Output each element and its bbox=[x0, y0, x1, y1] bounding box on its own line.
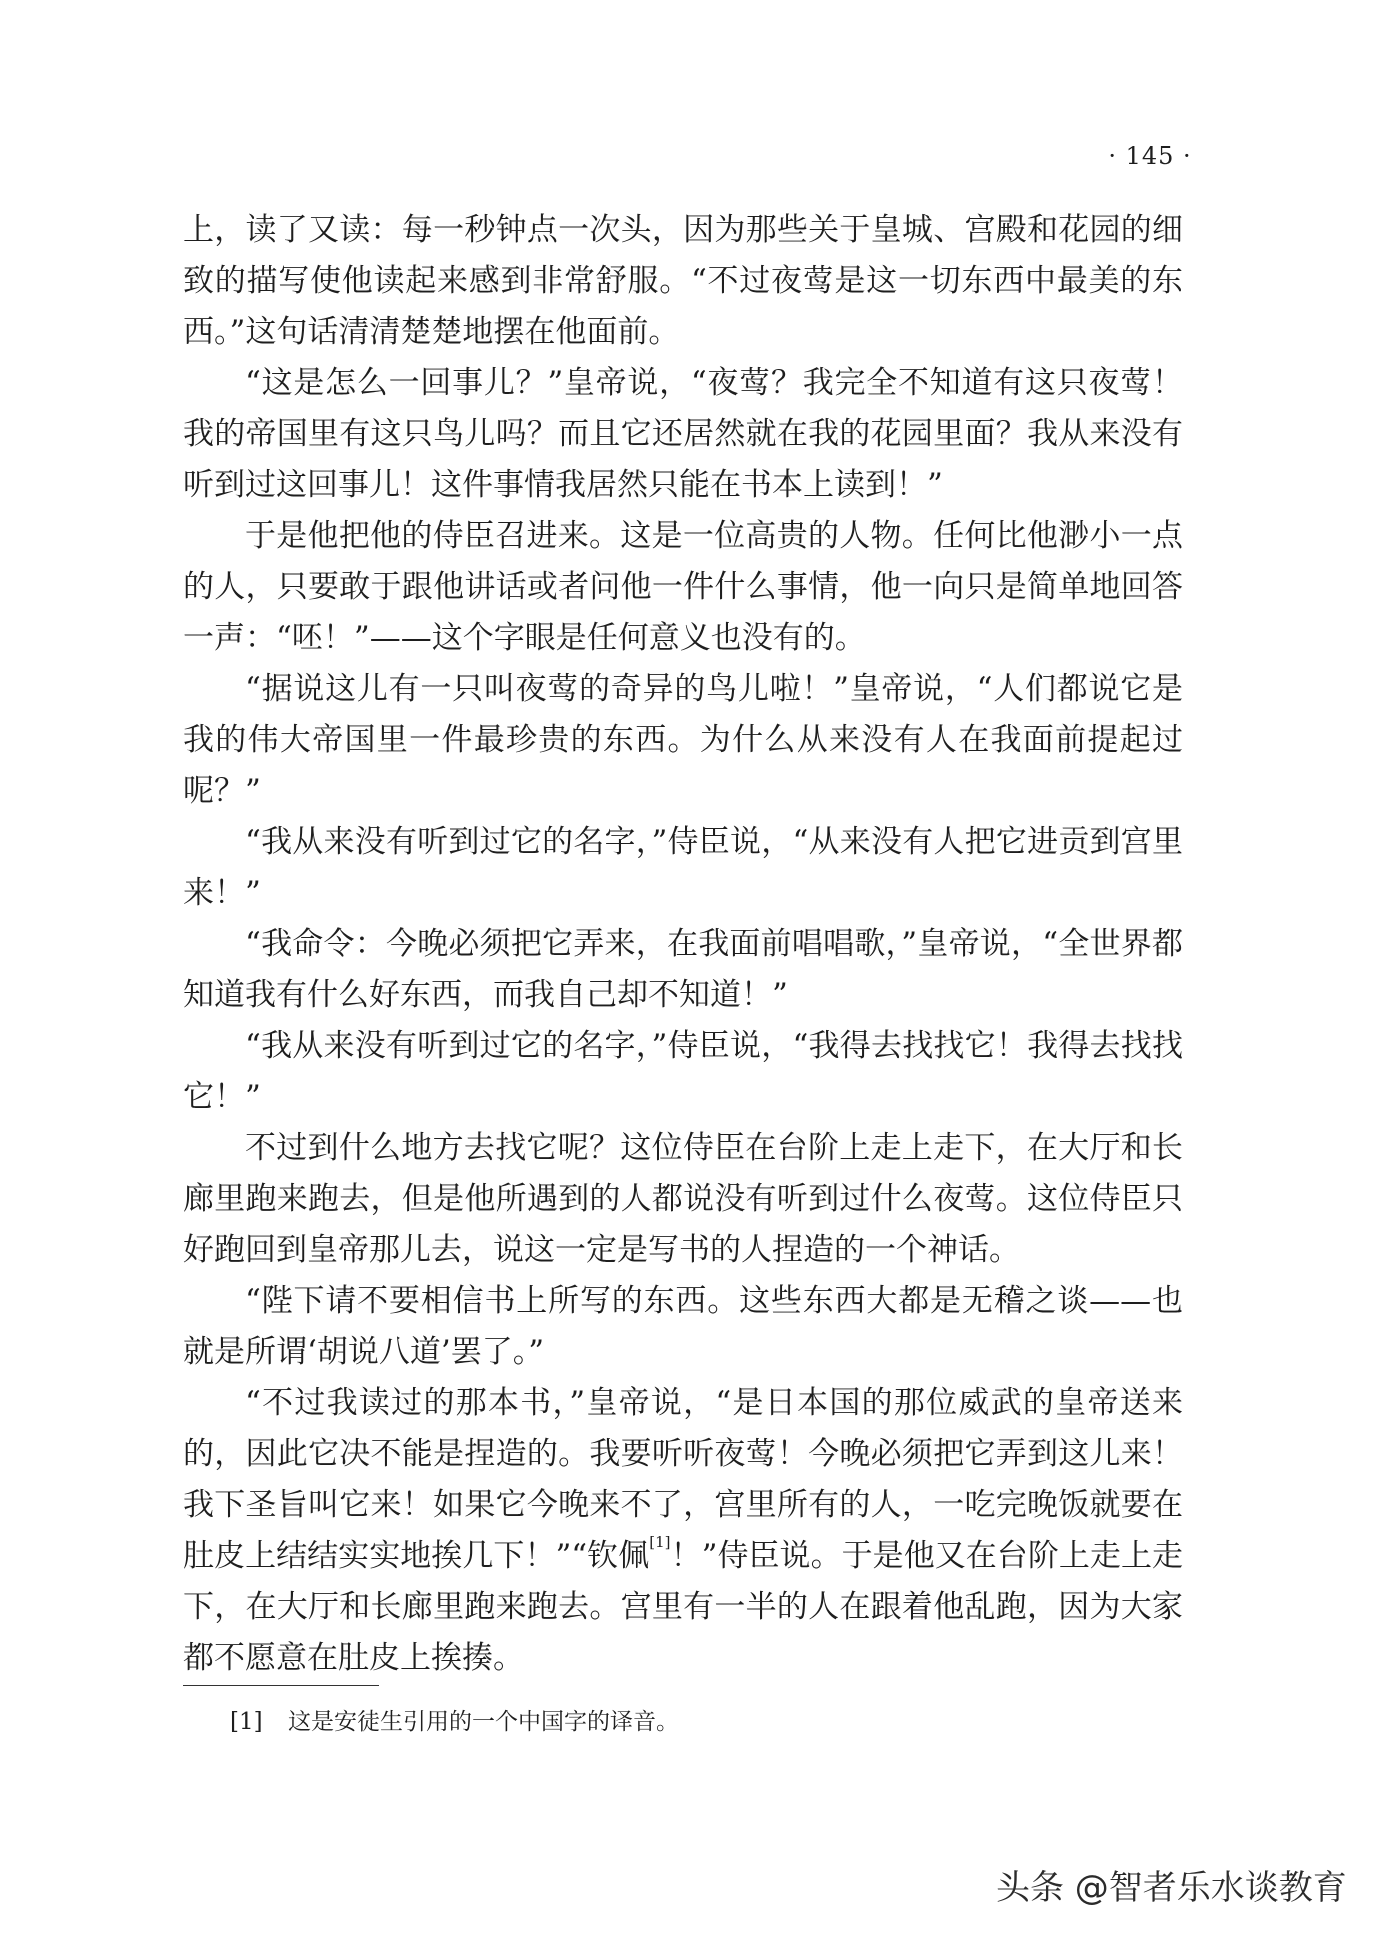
footnote-reference[interactable]: [1] bbox=[649, 1533, 671, 1551]
watermark: 头条 @智者乐水谈教育 bbox=[996, 1868, 1347, 1908]
paragraph-text-before-ref: “不过我读过的那本书，”皇帝说，“是日本国的那位威武的皇帝送来的，因此它决不能是捏造的。我要听听夜莺！今晚必须把它弄到这儿来！我下圣旨叫它来！如果它今晚来不了，宫里所有的人，一吃完晚饭就要在肚皮上结结实实地挨几下！”“钦佩 bbox=[183, 1385, 1183, 1574]
footnote-text: 这是安徒生引用的一个中国字的译音。 bbox=[288, 1709, 679, 1735]
footnote-divider bbox=[183, 1685, 379, 1686]
paragraph: “这是怎么一回事儿？”皇帝说，“夜莺？我完全不知道有这只夜莺！我的帝国里有这只鸟儿吗？而且它还居然就在我的花园里面？我从来没有听到过这回事儿！这件事情我居然只能在书本上读到！” bbox=[183, 365, 1183, 503]
footnote-mark: [1] bbox=[230, 1709, 263, 1735]
paragraph: 于是他把他的侍臣召进来。这是一位高贵的人物。任何比他渺小一点的人，只要敢于跟他讲话或者问他一件什么事情，他一向只是简单地回答一声：“呸！”——这个字眼是任何意义也没有的。 bbox=[183, 518, 1183, 656]
paragraph-text-after-ref: ！”侍臣说。于是他又在台阶上走上走下，在大厅和长廊里跑来跑去。宫里有一半的人在跟着他乱跑，因为大家都不愿意在肚皮上挨揍。 bbox=[183, 1538, 1183, 1676]
paragraph: “我从来没有听到过它的名字，”侍臣说，“我得去找找它！我得去找找它！” bbox=[183, 1028, 1183, 1115]
footnote bbox=[230, 1706, 1130, 1738]
paragraph: “我命令：今晚必须把它弄来，在我面前唱唱歌，”皇帝说，“全世界都知道我有什么好东西，而我自己却不知道！” bbox=[183, 926, 1183, 1013]
paragraph: “我从来没有听到过它的名字，”侍臣说，“从来没有人把它进贡到宫里来！” bbox=[183, 824, 1183, 911]
paragraph-with-footnote bbox=[183, 1378, 1183, 1684]
paragraph: “据说这儿有一只叫夜莺的奇异的鸟儿啦！”皇帝说，“人们都说它是我的伟大帝国里一件最珍贵的东西。为什么从来没有人在我面前提起过呢？” bbox=[183, 671, 1183, 809]
paragraph: 不过到什么地方去找它呢？这位侍臣在台阶上走上走下，在大厅和长廊里跑来跑去，但是他所遇到的人都说没有听到过什么夜莺。这位侍臣只好跑回到皇帝那儿去，说这一定是写书的人捏造的一个神话。 bbox=[183, 1130, 1183, 1268]
paragraph: 上，读了又读：每一秒钟点一次头，因为那些关于皇城、宫殿和花园的细致的描写使他读起来感到非常舒服。“不过夜莺是这一切东西中最美的东西。”这句话清清楚楚地摆在他面前。 bbox=[183, 212, 1183, 350]
page-number: · 145 · bbox=[1108, 142, 1192, 170]
body-text bbox=[183, 205, 1183, 1684]
paragraph: “陛下请不要相信书上所写的东西。这些东西大都是无稽之谈——也就是所谓‘胡说八道’罢了。” bbox=[183, 1283, 1183, 1370]
